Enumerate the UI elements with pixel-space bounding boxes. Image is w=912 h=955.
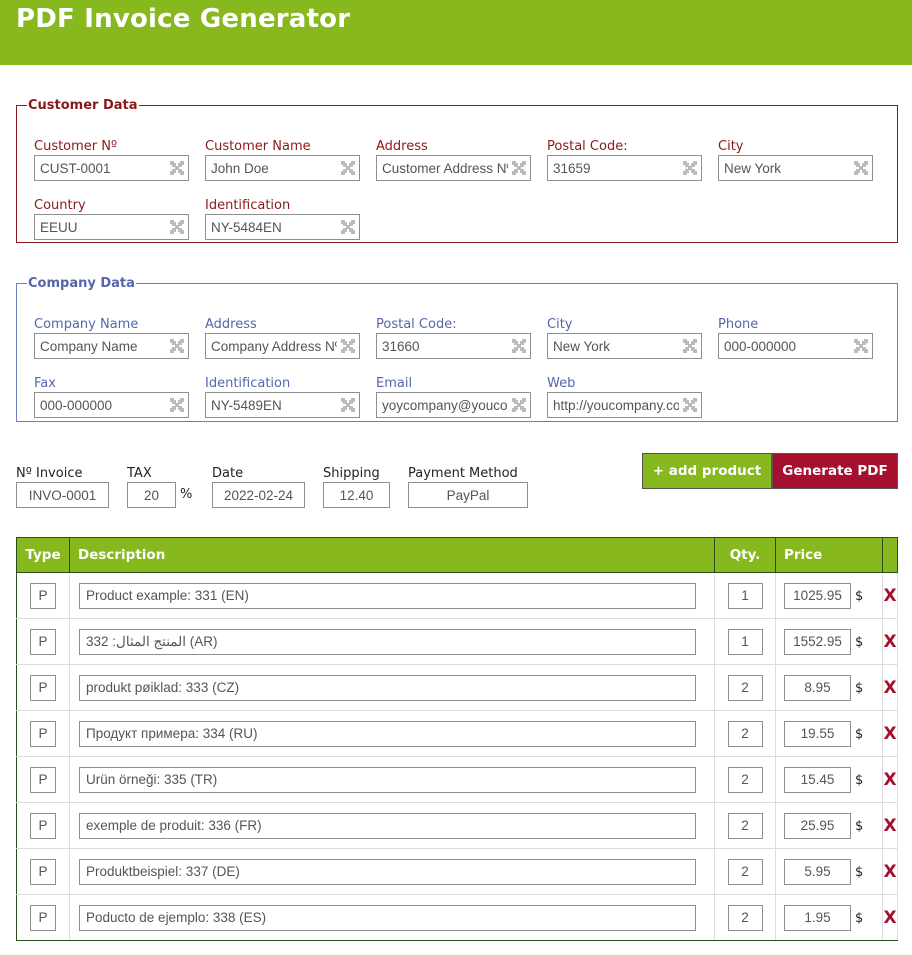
description-input[interactable] [79, 813, 696, 839]
customer-name-input[interactable] [206, 156, 337, 180]
company-data-section [16, 276, 898, 422]
customer-postal-code-field: Postal Code: 31659 [547, 139, 702, 154]
clear-icon[interactable] [341, 220, 355, 234]
clear-icon[interactable] [683, 161, 697, 175]
clear-icon[interactable] [854, 161, 868, 175]
company-city-field: City New York [547, 317, 702, 332]
clear-icon[interactable] [683, 398, 697, 412]
company-postal-code-field: Postal Code: 31660 [376, 317, 531, 332]
company-email-field: Email yoycompany@youcompany.com [376, 376, 531, 391]
clear-icon[interactable] [170, 220, 184, 234]
description-input[interactable] [79, 629, 696, 655]
company-fax-field: Fax 000-000000 [34, 376, 189, 391]
table-row [17, 573, 898, 619]
description-input[interactable] [79, 583, 696, 609]
clear-icon[interactable] [512, 398, 526, 412]
shipping-input[interactable] [323, 482, 390, 508]
price-input[interactable] [784, 905, 851, 931]
description-input[interactable] [79, 859, 696, 885]
tax-field: TAX 20 [127, 466, 152, 482]
customer-postal-code-input[interactable] [548, 156, 679, 180]
company-identification-input[interactable] [206, 393, 337, 417]
header-price: Price [776, 538, 883, 573]
type-input[interactable] [30, 859, 56, 885]
date-field: Date 2022-02-24 [212, 466, 243, 482]
customer-address-field: Address Customer Address Nº 1 [376, 139, 531, 154]
qty-input[interactable] [728, 721, 763, 747]
company-city-input[interactable] [548, 334, 679, 358]
clear-icon[interactable] [170, 339, 184, 353]
header-type: Type [17, 538, 70, 573]
delete-row-button[interactable]: X [883, 573, 898, 619]
customer-country-input[interactable] [35, 215, 166, 239]
add-product-button[interactable]: + add product [642, 453, 772, 489]
header-delete [883, 538, 898, 573]
description-input[interactable] [79, 675, 696, 701]
company-identification-field: Identification NY-5489EN [205, 376, 360, 391]
table-header-row [17, 538, 898, 573]
tax-input[interactable] [127, 482, 176, 508]
delete-row-button[interactable]: X [883, 849, 898, 895]
clear-icon[interactable] [683, 339, 697, 353]
customer-number-input[interactable] [35, 156, 166, 180]
currency-symbol: $ [855, 589, 864, 604]
clear-icon[interactable] [341, 161, 355, 175]
customer-identification-field: Identification NY-5484EN [205, 198, 360, 213]
company-data-legend: Company Data [28, 276, 135, 291]
description-input[interactable] [79, 721, 696, 747]
clear-icon[interactable] [341, 398, 355, 412]
description-input[interactable] [79, 767, 696, 793]
company-postal-code-input[interactable] [377, 334, 508, 358]
company-phone-input[interactable] [719, 334, 850, 358]
clear-icon[interactable] [341, 339, 355, 353]
table-row [17, 803, 898, 849]
type-input[interactable] [30, 767, 56, 793]
table-row [17, 711, 898, 757]
qty-input[interactable] [728, 629, 763, 655]
products-table [16, 537, 898, 941]
customer-name-field: Customer Name John Doe [205, 139, 360, 154]
payment-method-input[interactable] [408, 482, 528, 508]
generate-pdf-button[interactable]: Generate PDF [772, 453, 898, 489]
qty-input[interactable] [728, 675, 763, 701]
type-input[interactable] [30, 583, 56, 609]
currency-symbol: $ [855, 681, 864, 696]
invoice-number-field: Nº Invoice INVO-0001 [16, 466, 82, 482]
delete-row-button[interactable]: X [883, 895, 898, 941]
company-phone-field: Phone 000-000000 [718, 317, 873, 332]
header-qty: Qty. [715, 538, 776, 573]
app-header [0, 0, 912, 65]
price-input[interactable] [784, 721, 851, 747]
delete-row-button[interactable]: X [883, 665, 898, 711]
type-input[interactable] [30, 813, 56, 839]
price-input[interactable] [784, 813, 851, 839]
currency-symbol: $ [855, 727, 864, 742]
company-address-field: Address Company Address Nº 2 [205, 317, 360, 332]
clear-icon[interactable] [170, 161, 184, 175]
payment-method-field: Payment Method PayPal [408, 466, 518, 482]
qty-input[interactable] [728, 859, 763, 885]
header-description: Description [70, 538, 715, 573]
currency-symbol: $ [855, 635, 864, 650]
qty-input[interactable] [728, 813, 763, 839]
clear-icon[interactable] [170, 398, 184, 412]
company-web-input[interactable] [548, 393, 679, 417]
currency-symbol: $ [855, 911, 864, 926]
price-input[interactable] [784, 767, 851, 793]
price-input[interactable] [784, 583, 851, 609]
delete-row-button[interactable]: X [883, 711, 898, 757]
app-title: PDF Invoice Generator [16, 4, 351, 34]
customer-number-field: Customer Nº CUST-0001 [34, 139, 189, 154]
qty-input[interactable] [728, 905, 763, 931]
company-name-input[interactable] [35, 334, 166, 358]
type-input[interactable] [30, 675, 56, 701]
customer-city-field: City New York [718, 139, 873, 154]
price-input[interactable] [784, 629, 851, 655]
type-input[interactable] [30, 629, 56, 655]
type-input[interactable] [30, 905, 56, 931]
customer-data-section [16, 98, 898, 243]
date-input[interactable] [212, 482, 305, 508]
company-email-input[interactable] [377, 393, 508, 417]
customer-city-input[interactable] [719, 156, 850, 180]
description-input[interactable] [79, 905, 696, 931]
company-address-input[interactable] [206, 334, 337, 358]
table-row [17, 849, 898, 895]
customer-country-field: Country EEUU [34, 198, 189, 213]
clear-icon[interactable] [512, 161, 526, 175]
table-row [17, 665, 898, 711]
delete-row-button[interactable]: X [883, 757, 898, 803]
company-name-field: Company Name Company Name [34, 317, 189, 332]
currency-symbol: $ [855, 773, 864, 788]
shipping-field: Shipping 12.40 [323, 466, 380, 482]
clear-icon[interactable] [512, 339, 526, 353]
price-input[interactable] [784, 675, 851, 701]
qty-input[interactable] [728, 583, 763, 609]
company-fax-input[interactable] [35, 393, 166, 417]
customer-address-input[interactable] [377, 156, 508, 180]
currency-symbol: $ [855, 865, 864, 880]
currency-symbol: $ [855, 819, 864, 834]
invoice-number-input[interactable] [16, 482, 109, 508]
table-row [17, 619, 898, 665]
tax-unit: % [180, 487, 193, 502]
type-input[interactable] [30, 721, 56, 747]
customer-identification-input[interactable] [206, 215, 337, 239]
company-web-field: Web http://youcompany.com [547, 376, 702, 391]
delete-row-button[interactable]: X [883, 803, 898, 849]
price-input[interactable] [784, 859, 851, 885]
qty-input[interactable] [728, 767, 763, 793]
customer-data-legend: Customer Data [28, 98, 138, 113]
clear-icon[interactable] [854, 339, 868, 353]
table-row [17, 757, 898, 803]
table-row [17, 895, 898, 941]
delete-row-button[interactable]: X [883, 619, 898, 665]
